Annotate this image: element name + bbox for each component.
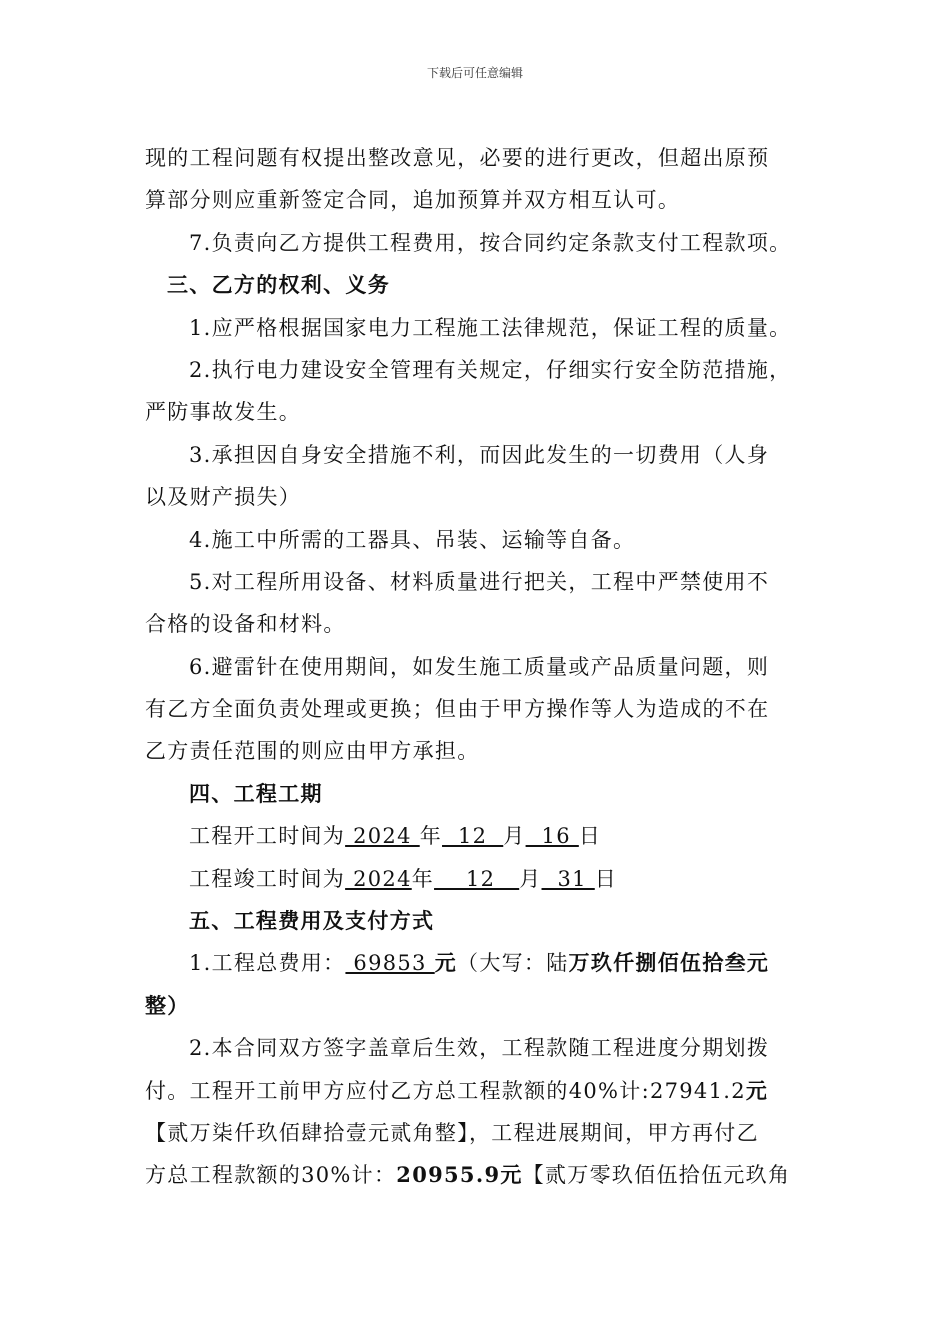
paragraph-line: 算部分则应重新签定合同，追加预算并双方相互认可。 <box>145 188 681 213</box>
first-payment-text: 付。工程开工前甲方应付乙方总工程款额的40%计:27941.2 <box>145 1078 746 1103</box>
end-date-label: 工程竣工时间为 <box>189 866 346 891</box>
document-body <box>145 137 805 1197</box>
day-label: 日 <box>594 866 618 891</box>
paragraph-line: 严防事故发生。 <box>145 400 302 425</box>
paragraph-line: 合格的设备和材料。 <box>145 612 346 637</box>
section-heading-3: 三、乙方的权利、义务 <box>167 272 390 298</box>
paragraph-line: 现的工程问题有权提出整改意见，必要的进行更改，但超出原预 <box>145 146 770 170</box>
end-day-field: 31 <box>541 866 595 891</box>
clause-7: 7.负责向乙方提供工程费用，按合同约定条款支付工程款项。 <box>189 230 792 255</box>
fee-unit: 元 <box>434 950 458 976</box>
year-label: 年 <box>411 866 435 891</box>
paragraph-line <box>145 1070 805 1112</box>
start-date-label: 工程开工时间为 <box>189 824 346 849</box>
end-year-field: 2024 <box>345 866 412 891</box>
end-month-field: 12 <box>434 866 520 891</box>
total-fee-line <box>145 942 805 984</box>
second-payment-amount: 20955.9元 <box>396 1162 523 1188</box>
paragraph-line: 以及财产损失） <box>145 485 302 510</box>
year-label: 年 <box>419 824 443 849</box>
fee-amount: 69853 <box>345 951 435 976</box>
fee-paren: （大写：陆 <box>457 951 569 976</box>
section-heading-4: 四、工程工期 <box>189 780 323 806</box>
clause-2: 2.执行电力建设安全管理有关规定，仔细实行安全防范措施， <box>189 357 792 382</box>
paragraph-line <box>145 1154 805 1196</box>
clause-5: 5.对工程所用设备、材料质量进行把关，工程中严禁使用不 <box>189 569 770 594</box>
payment-clause-2: 2.本合同双方签字盖章后生效，工程款随工程进度分期划拨 <box>189 1036 770 1061</box>
day-label: 日 <box>578 824 602 849</box>
start-month-field: 12 <box>442 824 504 849</box>
paragraph-line: 整） <box>145 992 190 1018</box>
paragraph-line: 乙方责任范围的则应由甲方承担。 <box>145 739 480 764</box>
fee-capital-amount: 万玖仟捌佰伍拾叁元 <box>568 950 770 976</box>
fee-prefix: 1.工程总费用： <box>189 951 346 976</box>
start-year-field: 2024 <box>345 824 420 849</box>
month-label: 月 <box>503 824 526 849</box>
clause-4: 4.施工中所需的工器具、吊装、运输等自备。 <box>189 527 636 552</box>
paragraph-line: 有乙方全面负责处理或更换；但由于甲方操作等人为造成的不在 <box>145 697 770 722</box>
second-payment-text: 方总工程款额的30%计： <box>145 1163 397 1188</box>
clause-1: 1.应严格根据国家电力工程施工法律规范，保证工程的质量。 <box>189 315 792 340</box>
second-payment-capital: 【贰万零玖佰伍拾伍元玖角 <box>522 1163 791 1188</box>
start-date-line <box>145 815 805 857</box>
paragraph-line: 【贰万柒仟玖佰肆拾壹元贰角整】，工程进展期间，甲方再付乙 <box>145 1120 759 1145</box>
section-heading-5: 五、工程费用及支付方式 <box>189 908 435 934</box>
month-label: 月 <box>519 866 542 891</box>
clause-6: 6.避雷针在使用期间，如发生施工质量或产品质量问题，则 <box>189 654 770 679</box>
end-date-line <box>145 858 805 900</box>
page-header-note: 下载后可任意编辑 <box>426 66 523 80</box>
clause-3: 3.承担因自身安全措施不利，而因此发生的一切费用（人身 <box>189 442 770 467</box>
first-payment-unit: 元 <box>745 1077 769 1103</box>
start-day-field: 16 <box>525 824 579 849</box>
